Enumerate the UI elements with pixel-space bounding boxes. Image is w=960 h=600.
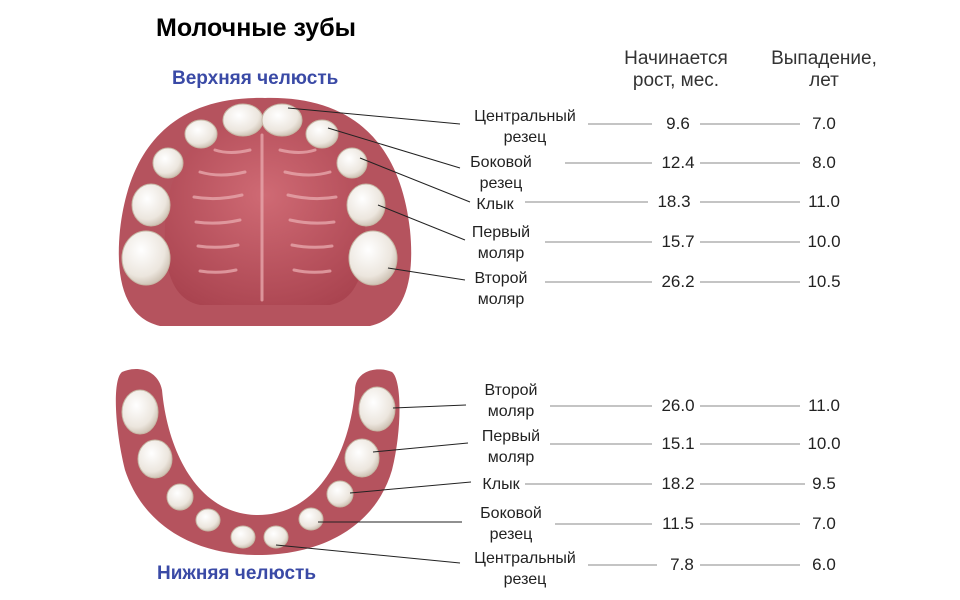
upper-canine-loss: 11.0 <box>808 192 840 211</box>
lower-first-molar-left-icon <box>138 440 172 478</box>
lower-central-incisor-growth: 7.8 <box>670 555 694 574</box>
lower-second-molar-label: Второй моляр <box>484 382 538 420</box>
lower-second-molar-loss: 11.0 <box>808 396 840 415</box>
lower-jaw <box>116 369 400 555</box>
upper-second-molar-right-icon <box>349 231 397 285</box>
upper-canine-right-icon <box>337 148 367 178</box>
lower-lateral-incisor-loss: 7.0 <box>812 514 836 533</box>
loss-column-header <box>754 48 894 92</box>
lower-lateral-incisor-right-icon <box>299 508 323 530</box>
upper-second-molar-left-icon <box>122 231 170 285</box>
upper-jaw <box>119 98 411 326</box>
lower-jaw-label: Нижняя челюсть <box>157 563 316 584</box>
upper-central-incisor-left-icon <box>223 104 263 136</box>
lower-first-molar-growth: 15.1 <box>661 434 695 453</box>
upper-central-incisor-loss: 7.0 <box>812 114 836 133</box>
upper-first-molar-left-icon <box>132 184 170 226</box>
lower-central-incisor-loss: 6.0 <box>812 555 836 574</box>
upper-lateral-incisor-left-icon <box>185 120 217 148</box>
lower-lateral-incisor-label: Боковой резец <box>480 505 542 543</box>
upper-lateral-incisor-growth: 12.4 <box>661 153 695 172</box>
upper-lateral-incisor-right-icon <box>306 120 338 148</box>
lower-central-incisor-label: Центральный резец <box>474 550 576 588</box>
lower-lateral-incisor-left-icon <box>196 509 220 531</box>
upper-second-molar-label: Второй моляр <box>474 270 528 308</box>
leader-lower-central <box>276 545 460 563</box>
upper-central-incisor-label: Центральный резец <box>474 108 576 146</box>
upper-first-molar-label: Первый моляр <box>471 224 531 262</box>
lower-canine-label: Клык <box>482 476 520 493</box>
lower-canine-left-icon <box>167 484 193 510</box>
upper-second-molar-loss: 10.5 <box>807 272 841 291</box>
lower-second-molar-left-icon <box>122 390 158 434</box>
upper-central-incisor-growth: 9.6 <box>666 114 690 133</box>
upper-canine-growth: 18.3 <box>657 192 691 211</box>
lower-lateral-incisor-growth: 11.5 <box>662 514 694 533</box>
growth-header-line2: рост, мес. <box>632 70 720 91</box>
upper-first-molar-growth: 15.7 <box>661 232 695 251</box>
row-lines <box>525 124 805 565</box>
page-title: Молочные зубы <box>156 14 356 42</box>
lower-canine-growth: 18.2 <box>661 474 695 493</box>
lower-canine-right-icon <box>327 481 353 507</box>
loss-header-line2: лет <box>809 70 839 91</box>
upper-lateral-incisor-loss: 8.0 <box>812 153 836 172</box>
upper-canine-label: Клык <box>476 196 514 213</box>
upper-first-molar-loss: 10.0 <box>807 232 841 251</box>
upper-palate <box>165 122 365 305</box>
growth-header-line1: Начинается <box>624 48 728 69</box>
lower-first-molar-loss: 10.0 <box>807 434 841 453</box>
lower-central-incisor-right-icon <box>264 526 288 548</box>
lower-central-incisor-left-icon <box>231 526 255 548</box>
upper-canine-left-icon <box>153 148 183 178</box>
upper-jaw-label: Верхняя челюсть <box>172 68 339 89</box>
lower-canine-loss: 9.5 <box>812 474 836 493</box>
lower-first-molar-label: Первый моляр <box>481 428 541 466</box>
upper-second-molar-growth: 26.2 <box>661 272 695 291</box>
lower-second-molar-right-icon <box>359 387 395 431</box>
upper-lateral-incisor-label: Боковой резец <box>470 154 532 192</box>
growth-column-header <box>606 48 746 92</box>
lower-first-molar-right-icon <box>345 439 379 477</box>
loss-header-line1: Выпадение, <box>771 48 877 69</box>
lower-second-molar-growth: 26.0 <box>661 396 695 415</box>
